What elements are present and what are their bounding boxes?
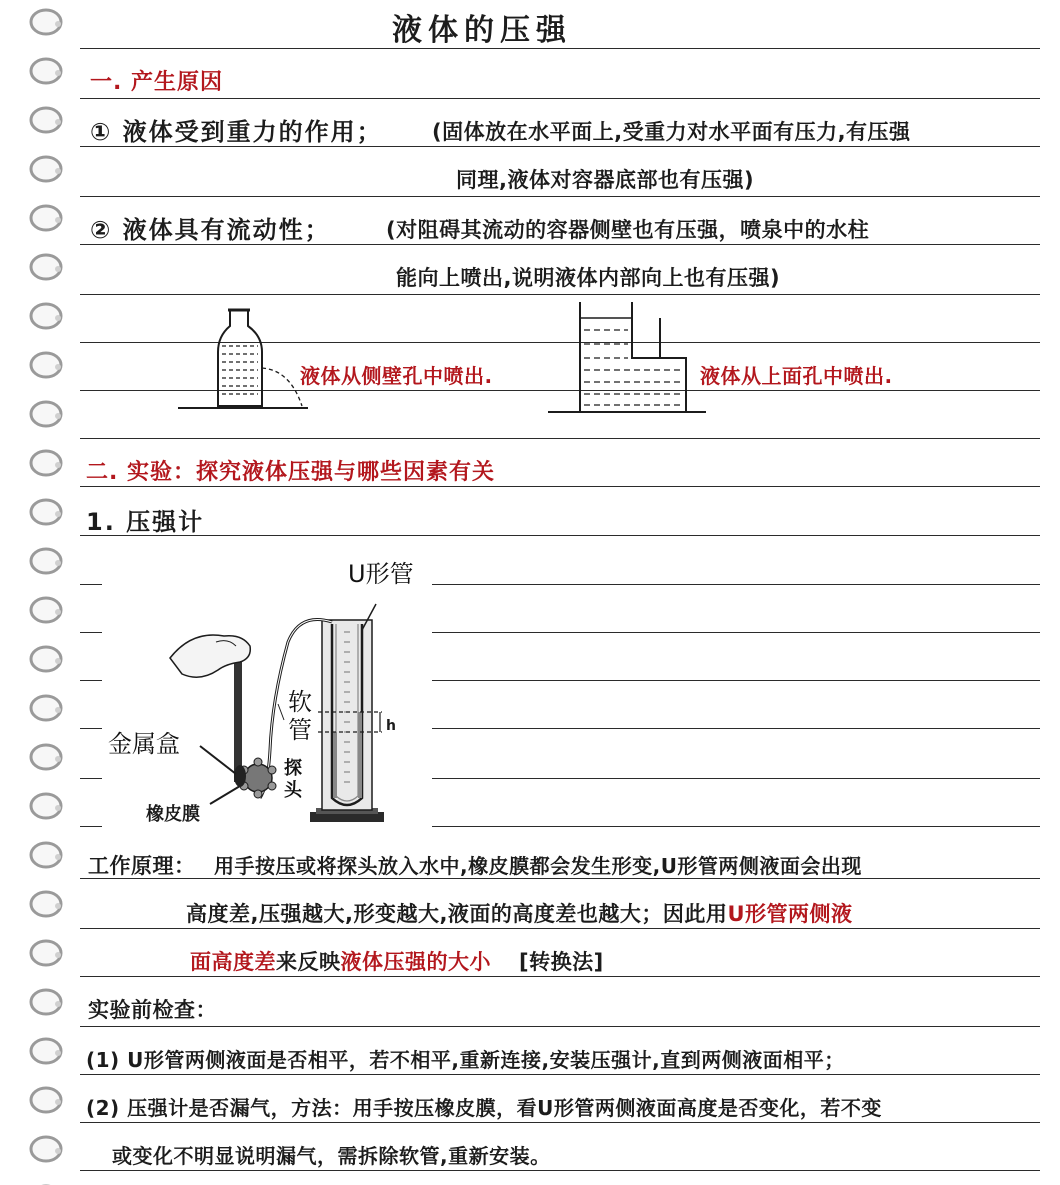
rule-line	[80, 48, 1040, 49]
check-item-2-line2: 或变化不明显说明漏气，需拆除软管,重新安装。	[112, 1144, 551, 1168]
binding-hole	[55, 854, 61, 860]
rule-line	[80, 680, 102, 681]
rule-line	[80, 146, 1040, 147]
rule-line	[80, 1122, 1040, 1123]
bottle-figure	[178, 302, 318, 414]
binding-hole	[55, 364, 61, 370]
hose-label: 软管	[288, 688, 312, 744]
binding-hole	[55, 805, 61, 811]
binding-hole	[55, 119, 61, 125]
binding-hole	[55, 70, 61, 76]
binding-hole	[55, 462, 61, 468]
metal-box-label: 金属盒	[108, 730, 180, 758]
container-caption: 液体从上面孔中喷出.	[700, 364, 893, 388]
binding-hole	[55, 266, 61, 272]
bottle-caption: 液体从侧壁孔中喷出.	[300, 364, 493, 388]
cause2-lead: ② 液体具有流动性；	[90, 216, 331, 244]
cause1-line2: 同理,液体对容器底部也有压强)	[456, 168, 755, 192]
binding-hole	[55, 952, 61, 958]
principle-line2	[186, 904, 853, 925]
binding-hole	[55, 707, 61, 713]
binding-hole	[55, 217, 61, 223]
rule-line	[432, 680, 1040, 681]
rule-line	[80, 294, 1040, 295]
rule-line	[432, 826, 1040, 827]
principle-line1: 用手按压或将探头放入水中,橡皮膜都会发生形变,U形管两侧液面会出现	[214, 854, 862, 878]
rule-line	[80, 535, 1040, 536]
binding-hole	[55, 511, 61, 517]
binding-hole	[55, 21, 61, 27]
u-tube-label: U形管	[348, 560, 414, 588]
spiral-binding	[0, 0, 80, 1185]
cause1-lead: ① 液体受到重力的作用；	[90, 118, 383, 146]
binding-hole	[55, 1001, 61, 1007]
rule-line	[80, 728, 102, 729]
rule-line	[80, 928, 1040, 929]
cause1-line1: (固体放在水平面上,受重力对水平面有压力,有压强	[432, 120, 911, 144]
section2-heading: 二. 实验：探究液体压强与哪些因素有关	[86, 460, 496, 485]
cause2-line1: (对阻碍其流动的容器侧壁也有压强，喷泉中的水柱	[386, 218, 870, 242]
conversion-method-tag: [转换法]	[519, 950, 604, 974]
binding-hole	[55, 609, 61, 615]
subsection-pressure-gauge: 1. 压强计	[86, 508, 205, 536]
binding-hole	[55, 756, 61, 762]
binding-hole	[55, 1099, 61, 1105]
principle-line3-red1: 面高度差	[190, 950, 276, 974]
binding-hole	[55, 315, 61, 321]
rule-line	[80, 976, 1040, 977]
h-label: h	[386, 718, 396, 734]
rule-line	[80, 632, 102, 633]
rule-line	[80, 778, 102, 779]
page-title: 液体的压强	[392, 13, 572, 48]
rule-line	[432, 632, 1040, 633]
rule-line	[80, 826, 102, 827]
container-figure	[548, 300, 708, 416]
rule-line	[80, 98, 1040, 99]
cause2-line2: 能向上喷出,说明液体内部向上也有压强)	[396, 266, 781, 290]
probe-label: 探头	[284, 758, 302, 801]
rule-line	[80, 584, 102, 585]
rule-line	[432, 584, 1040, 585]
binding-hole	[55, 560, 61, 566]
principle-line3-red2: 来反映	[276, 950, 341, 974]
rule-line	[80, 196, 1040, 197]
check-item-2-line1: (2) 压强计是否漏气，方法：用手按压橡皮膜，看U形管两侧液面高度是否变化，若不变	[86, 1096, 882, 1120]
rule-line	[80, 438, 1040, 439]
rule-line	[432, 778, 1040, 779]
rule-line	[80, 1074, 1040, 1075]
rule-line	[80, 486, 1040, 487]
rule-line	[432, 728, 1040, 729]
principle-line2-red: U形管两侧液	[727, 902, 853, 926]
binding-hole	[55, 168, 61, 174]
binding-hole	[55, 1050, 61, 1056]
principle-label: 工作原理：	[88, 854, 196, 878]
rule-line	[80, 878, 1040, 879]
binding-hole	[55, 413, 61, 419]
binding-hole	[55, 903, 61, 909]
rule-line	[80, 1026, 1040, 1027]
pressure-gauge-diagram	[100, 550, 432, 840]
principle-line3-red3: 液体压强的大小	[340, 950, 491, 974]
check-item-1: (1) U形管两侧液面是否相平，若不相平,重新连接,安装压强计,直到两侧液面相平；	[86, 1048, 845, 1072]
rule-line	[80, 1170, 1040, 1171]
binding-hole	[55, 658, 61, 664]
principle-line3	[190, 952, 604, 973]
check-heading: 实验前检查：	[88, 998, 217, 1022]
membrane-label: 橡皮膜	[146, 804, 200, 825]
binding-hole	[55, 1148, 61, 1154]
rule-line	[80, 244, 1040, 245]
principle-line2-black: 高度差,压强越大,形变越大,液面的高度差也越大；因此用	[186, 902, 728, 926]
section1-heading: 一. 产生原因	[90, 70, 224, 95]
